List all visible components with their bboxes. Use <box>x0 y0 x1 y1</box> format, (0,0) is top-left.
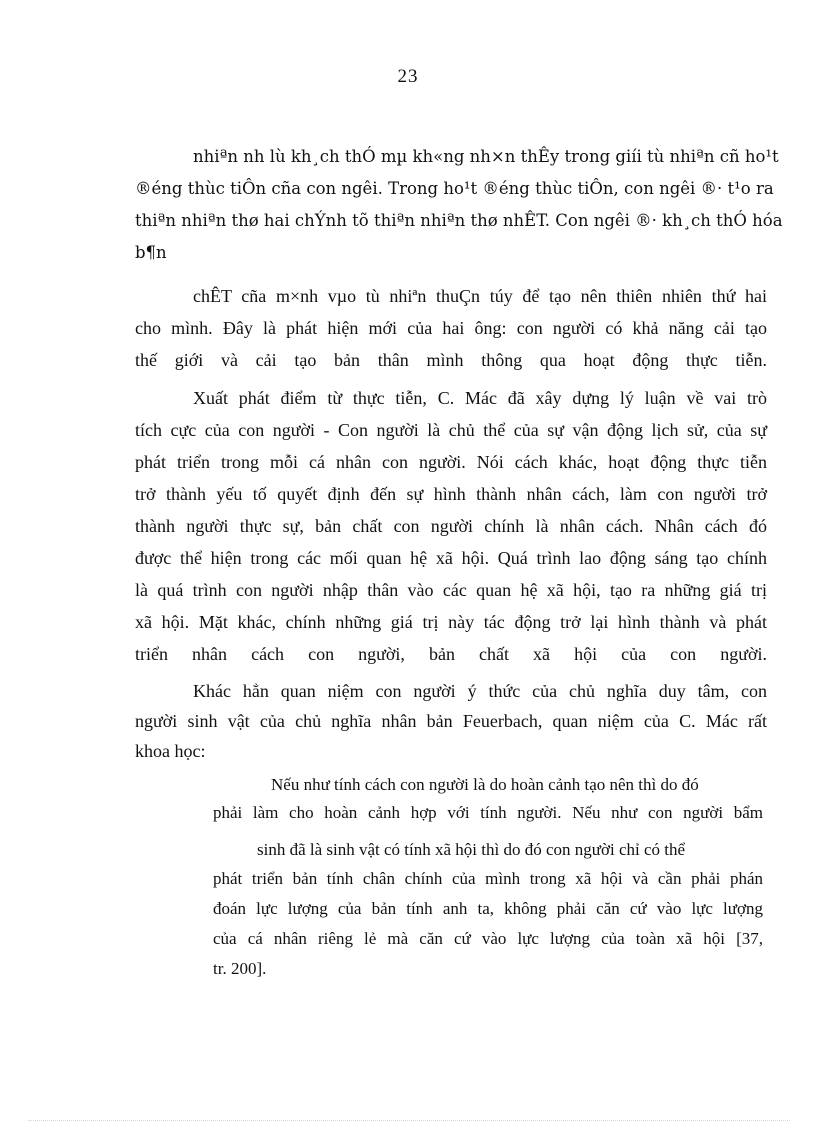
quote-line: sinh đã là sinh vật có tính xã hội thì do đó con người chỉ có thể <box>257 840 686 859</box>
quote-line: tr. 200]. <box>213 959 267 978</box>
text-line: chÊT cña m×nh vµo tù nhiªn thuÇn túy để tạo nên thiên nhiên thứ hai <box>193 286 767 306</box>
quote-line: Nếu như tính cách con người là do hoàn cảnh tạo nên thì do đó <box>271 775 699 794</box>
text-line: tích cực của con người - Con người là chủ thể của sự vận động lịch sử, của sự <box>135 420 767 440</box>
quote-line: phải làm cho hoàn cảnh hợp với tính người. Nếu như con người bẩm <box>213 803 763 822</box>
text-line: thế giới và cải tạo bản thân mình thông qua hoạt động thực tiễn. <box>135 350 767 370</box>
quote-line: của cá nhân riêng lẻ mà căn cứ vào lực lượng của toàn xã hội [37, <box>213 929 763 948</box>
text-line: phát triển trong mỗi cá nhân con người. Nói cách khác, hoạt động thực tiễn <box>135 452 767 472</box>
text-line: nhiªn nh lù kh¸ch thÓ mµ kh«ng nh×n thÊy trong giíi tù nhiªn cñ ho¹t <box>193 147 779 166</box>
text-line: thiªn nhiªn thø hai chÝnh tõ thiªn nhiªn thø nhÊT. Con ngêi ®· kh¸ch thÓ hóa <box>135 211 783 230</box>
text-line: trở thành yếu tố quyết định đến sự hình thành nhân cách, làm con người trở <box>135 484 767 504</box>
text-line: thành người thực sự, bản chất con người chính là nhân cách. Nhân cách đó <box>135 516 767 536</box>
text-line: khoa học: <box>135 741 206 761</box>
page-number: 23 <box>397 66 419 87</box>
quote-line: đoán lực lượng của bản tính anh ta, không phải căn cứ vào lực lượng <box>213 899 763 918</box>
text-line: cho mình. Đây là phát hiện mới của hai ông: con người có khả năng cải tạo <box>135 318 767 338</box>
text-line: người sinh vật của chủ nghĩa nhân bản Feuerbach, quan niệm của C. Mác rất <box>135 711 767 731</box>
text-line: Khác hẳn quan niệm con người ý thức của chủ nghĩa duy tâm, con <box>193 681 767 701</box>
quote-line: phát triển bản tính chân chính của mình trong xã hội và cần phải phán <box>213 869 763 888</box>
text-line: ®éng thùc tiÔn cña con ngêi. Trong ho¹t ®éng thùc tiÔn, con ngêi ®· t¹o ra <box>135 179 774 198</box>
text-line: xã hội. Mặt khác, chính những giá trị này tác động trở lại hình thành và phát <box>135 612 767 632</box>
text-line: b¶n <box>135 243 167 262</box>
text-line: được thể hiện trong các mối quan hệ xã hội. Quá trình lao động sáng tạo chính <box>135 548 767 568</box>
text-line: là quá trình con người nhập thân vào các quan hệ xã hội, tạo ra những giá trị <box>135 580 767 600</box>
text-line: Xuất phát điểm từ thực tiễn, C. Mác đã xây dựng lý luận về vai trò <box>193 388 767 408</box>
page-bottom-rule <box>28 1120 790 1121</box>
text-line: triển nhân cách con người, bản chất xã hội của con người. <box>135 644 767 664</box>
